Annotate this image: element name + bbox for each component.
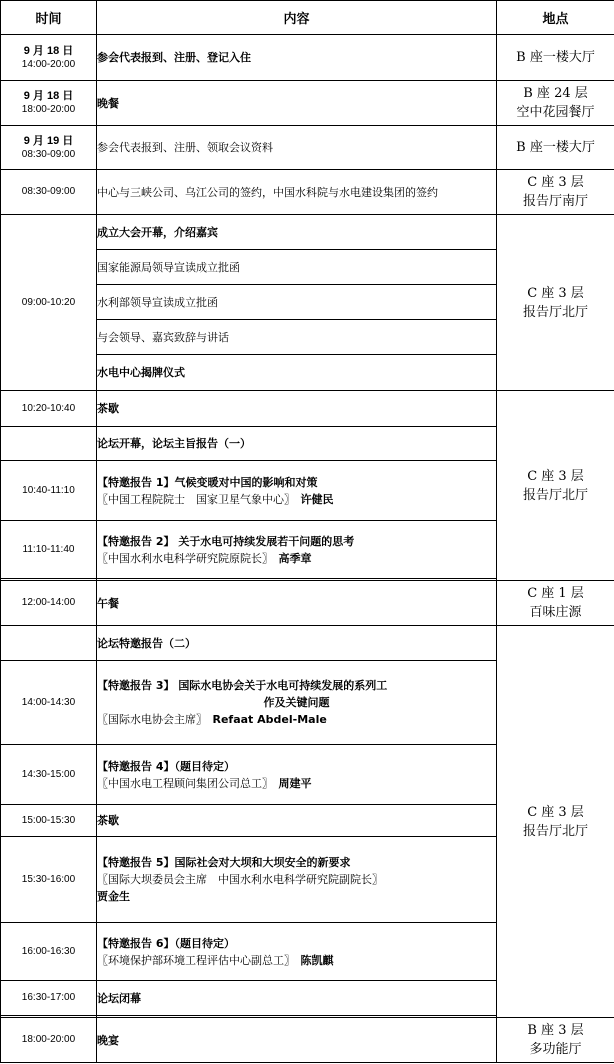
table-row xyxy=(1,391,614,427)
location-line: B 座 3 层 xyxy=(527,1023,584,1038)
speaker-name: 许健民 xyxy=(300,492,334,506)
content-cell: 与会领导、嘉宾致辞与讲话 xyxy=(97,320,497,355)
header-time: 时间 xyxy=(1,1,97,35)
location-cell xyxy=(497,215,614,391)
report-affiliation xyxy=(97,711,496,728)
location-line: C 座 1 层 xyxy=(527,586,584,601)
time-label: 16:30-17:00 xyxy=(21,992,76,1003)
time-cell xyxy=(1,923,97,981)
report-title: 【特邀报告 2】 关于水电可持续发展若干问题的思考 xyxy=(97,534,355,548)
content-cell: 国家能源局领导宣读成立批函 xyxy=(97,250,497,285)
time-cell xyxy=(1,626,97,661)
time-label: 12:00-14:00 xyxy=(21,597,76,608)
speaker-name: 高季章 xyxy=(278,551,312,565)
affiliation-text: 〖中国水利水电科学研究院原院长〗 xyxy=(97,551,268,565)
location-cell xyxy=(497,126,614,170)
date-label: 9 月 18 日 xyxy=(23,90,74,102)
report-title: 【特邀报告 5】国际社会对大坝和大坝安全的新要求 xyxy=(97,856,351,869)
time-cell xyxy=(1,35,97,81)
table-row xyxy=(1,35,614,81)
time-label: 10:20-10:40 xyxy=(21,402,76,414)
location-line: 百味庄源 xyxy=(529,605,582,620)
table-row xyxy=(1,126,614,170)
report-affiliation xyxy=(97,491,496,508)
location-line: C 座 3 层 xyxy=(527,804,584,820)
content-cell: 水利部领导宣读成立批函 xyxy=(97,285,497,320)
report-title-cont: 作及关键问题 xyxy=(263,696,330,709)
time-label: 09:00-10:20 xyxy=(21,296,76,308)
time-label: 10:40-11:10 xyxy=(22,484,75,496)
table-row xyxy=(1,170,614,215)
content-cell xyxy=(97,923,497,981)
time-label: 18:00-20:00 xyxy=(21,104,76,115)
content-cell: 论坛闭幕 xyxy=(97,981,497,1016)
speaker-name: Refaat Abdel-Male xyxy=(212,713,327,726)
time-cell xyxy=(1,461,97,521)
content-cell xyxy=(97,837,497,923)
header-row xyxy=(1,1,614,35)
table-row xyxy=(1,581,614,626)
affiliation-text: 〖中国水电工程顾问集团公司总工〗 xyxy=(97,776,268,790)
time-label: 08:30-09:00 xyxy=(21,148,76,160)
time-label: 14:00-14:30 xyxy=(21,696,76,708)
table-row xyxy=(1,81,614,126)
content-cell: 午餐 xyxy=(97,581,497,626)
speaker-name: 周建平 xyxy=(278,776,312,790)
report-title: 【特邀报告 3】 国际水电协会关于水电可持续发展的系列工 xyxy=(97,679,388,692)
location-line: 空中花园餐厅 xyxy=(516,105,595,120)
table-row xyxy=(1,215,614,250)
report-affiliation xyxy=(97,952,496,969)
report-affiliation: 〖国际大坝委员会主席 中国水利水电科学研究院副院长〗 xyxy=(97,873,383,886)
header-content: 内容 xyxy=(97,1,497,35)
report-affiliation xyxy=(97,775,496,792)
location-cell xyxy=(497,626,614,1018)
location-line: 报告厅南厅 xyxy=(522,194,588,209)
location-line: B 座 24 层 xyxy=(523,86,588,101)
time-cell xyxy=(1,981,97,1016)
time-cell xyxy=(1,170,97,215)
time-cell xyxy=(1,581,97,626)
affiliation-text: 〖中国工程院院士 国家卫星气象中心〗 xyxy=(97,492,290,506)
location-cell xyxy=(497,81,614,126)
location-cell xyxy=(497,581,614,626)
location-line: B 座一楼大厅 xyxy=(516,50,595,65)
content-cell: 茶歇 xyxy=(97,391,497,427)
date-label: 9 月 18 日 xyxy=(23,44,74,57)
affiliation-text: 〖环境保护部环境工程评估中心副总工〗 xyxy=(97,953,290,967)
location-cell xyxy=(497,391,614,581)
content-cell: 成立大会开幕，介绍嘉宾 xyxy=(97,215,497,250)
time-label: 18:00-20:00 xyxy=(21,1034,76,1045)
time-cell xyxy=(1,1018,97,1063)
time-cell xyxy=(1,837,97,923)
content-cell: 晚餐 xyxy=(97,81,497,126)
content-cell xyxy=(97,661,497,745)
report-affiliation xyxy=(97,550,496,567)
time-label: 14:00-20:00 xyxy=(21,58,76,70)
location-line: B 座一楼大厅 xyxy=(516,140,595,155)
content-cell: 水电中心揭牌仪式 xyxy=(97,355,497,391)
location-line: 报告厅北厅 xyxy=(522,304,588,320)
location-cell xyxy=(497,170,614,215)
time-cell xyxy=(1,81,97,126)
header-location: 地点 xyxy=(497,1,614,35)
time-label: 15:30-16:00 xyxy=(21,873,76,885)
speaker-name: 陈凯麒 xyxy=(300,953,334,967)
time-cell xyxy=(1,391,97,427)
time-cell xyxy=(1,427,97,461)
time-cell xyxy=(1,126,97,170)
content-cell xyxy=(97,521,497,579)
time-label: 15:00-15:30 xyxy=(21,814,76,826)
time-cell xyxy=(1,661,97,745)
date-label: 9 月 19 日 xyxy=(23,134,74,147)
speaker-name: 贾金生 xyxy=(97,890,130,903)
affiliation-text: 〖国际水电协会主席〗 xyxy=(97,713,202,726)
location-cell xyxy=(497,35,614,81)
time-label: 11:10-11:40 xyxy=(22,543,75,555)
location-line: 多功能厅 xyxy=(529,1042,582,1057)
content-cell: 中心与三峡公司、乌江公司的签约，中国水科院与水电建设集团的签约 xyxy=(97,170,497,215)
content-cell: 参会代表报到、注册、领取会议资料 xyxy=(97,126,497,170)
location-line: 报告厅北厅 xyxy=(522,823,588,839)
content-cell: 参会代表报到、注册、登记入住 xyxy=(97,35,497,81)
time-cell xyxy=(1,215,97,391)
time-label: 14:30-15:00 xyxy=(21,768,76,780)
location-line: C 座 3 层 xyxy=(527,285,584,301)
content-cell: 晚宴 xyxy=(97,1018,497,1063)
content-cell: 论坛开幕，论坛主旨报告（一） xyxy=(97,427,497,461)
location-line: C 座 3 层 xyxy=(527,175,584,190)
table-row xyxy=(1,1018,614,1063)
time-cell xyxy=(1,805,97,837)
time-cell xyxy=(1,745,97,805)
report-title: 【特邀报告 6】（题目待定） xyxy=(97,936,235,950)
report-title: 【特邀报告 4】（题目待定） xyxy=(97,759,235,773)
content-cell: 论坛特邀报告（二） xyxy=(97,626,497,661)
table-row xyxy=(1,626,614,661)
report-title: 【特邀报告 1】气候变暖对中国的影响和对策 xyxy=(97,475,318,489)
location-line: C 座 3 层 xyxy=(527,468,584,484)
time-label: 16:00-16:30 xyxy=(21,945,76,957)
content-cell xyxy=(97,461,497,521)
time-cell xyxy=(1,521,97,579)
location-cell xyxy=(497,1018,614,1063)
time-label: 08:30-09:00 xyxy=(21,186,76,197)
location-line: 报告厅北厅 xyxy=(522,487,588,503)
content-cell: 茶歇 xyxy=(97,805,497,837)
content-cell xyxy=(97,745,497,805)
